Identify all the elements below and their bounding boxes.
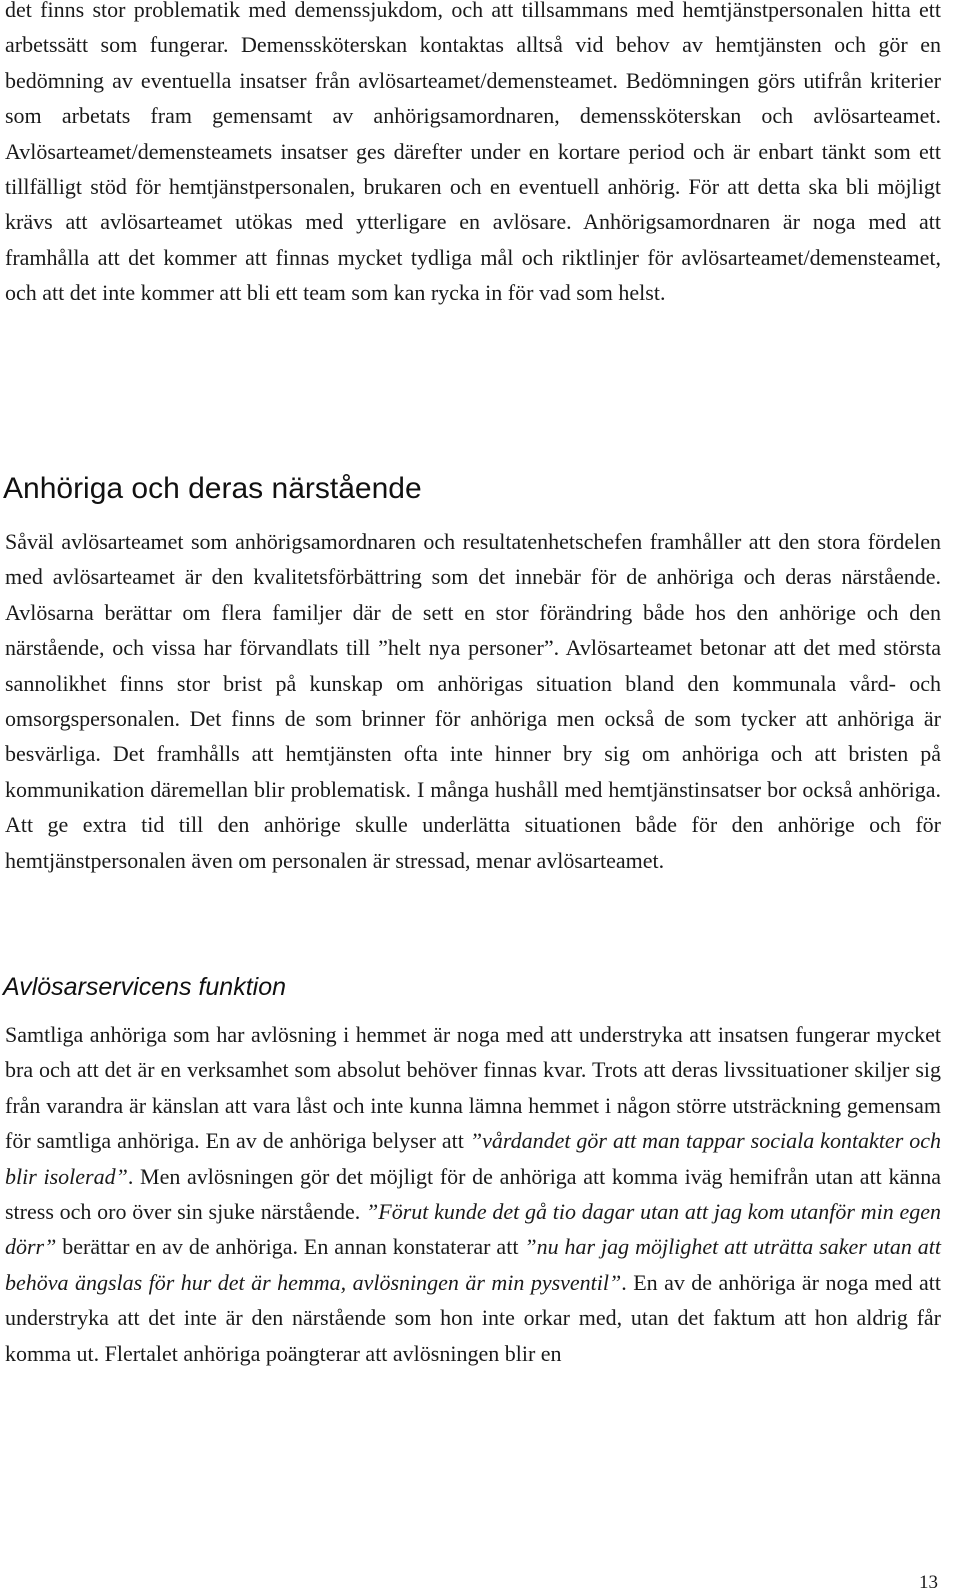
paragraph-text-segment: Samtliga anhöriga som har avlösning i hemmet är noga med att understryka att insatsen fungerar mycket bra och att det är en verksamhet som absolut behöver finnas kvar. Trots att deras livssituationer skiljer sig från varandra är känslan att vara låst och inte kunna lämna hemmet i någon större utsträckning gemensam för samtliga anhöriga. En av de anhöriga belyser att xyxy=(5,1022,941,1154)
paragraph-text: Såväl avlösarteamet som anhörigsamordnaren och resultatenhetschefen framhåller att den stora fördelen med avlösarteamet är den kvalitetsförbättring som det innebär för de anhöriga och deras närstående. Avlösarna berättar om flera familjer där de sett en stor förändring både hos den anhörige och den närstående, och vissa har förvandlats till ”helt nya personer”. Avlösarteamet betonar att det med största sannolikhet finns stor brist på kunskap om anhörigas situation bland den kommunala vård- och omsorgspersonalen. Det finns de som brinner för anhöriga men också de som tycker att anhöriga är besvärliga. Det framhålls att hemtjänsten ofta inte hinner bry sig om anhöriga och att bristen på kommunikation däremellan blir problematisk. I många hushåll med hemtjänstinsatser bor också anhöriga. Att ge extra tid till den anhörige skulle underlätta situationen både för den anhörige och för hemtjänstpersonalen även om personalen är stressad, menar avlösarteamet. xyxy=(5,529,941,873)
paragraph-text-segment: . En av de anhöriga är noga med att understryka att det inte är den närstående som hon inte orkar med, utan det faktum att hon aldrig får komma ut. Flertalet anhöriga poängterar att avlösningen blir en xyxy=(5,1269,941,1366)
body-paragraph xyxy=(5,0,941,311)
quote: ”nu har jag möjlighet att uträtta saker utan att behöva ängslas för hur det är hemma, avlösningen är min pysventil” xyxy=(5,1234,942,1295)
paragraph-text xyxy=(5,1017,941,1371)
body-paragraph xyxy=(5,524,941,878)
paragraph-text: det finns stor problematik med demenssjukdom, och att tillsammans med hemtjänstpersonalen hitta ett arbetssätt som fungerar. Demenssköterskan kontaktas alltså vid behov av hemtjänsten och gör en bedömning av eventuella insatser från avlösarteamet/demensteamet. Bedömningen görs utifrån kriterier som arbetats fram gemensamt av anhörigsamordnaren, demenssköterskan och avlösarteamet. Avlösarteamet/demensteamets insatser ges därefter under en kortare period och är enbart tänkt som ett tillfälligt stöd för hemtjänstpersonalen, brukaren och en eventuell anhörig. För att detta ska bli möjligt krävs att avlösarteamet utökas med ytterligare en avlösare. Anhörigsamordnaren är noga med att framhålla att det kommer att finnas mycket tydliga mål och riktlinjer för avlösarteamet/demensteamet, och att det inte kommer att bli ett team som kan rycka in för vad som helst. xyxy=(5,0,941,306)
subsection-heading: Avlösarservicens funktion xyxy=(3,973,287,1001)
quote: ”Förut kunde det gå tio dagar utan att jag kom utanför min egen dörr” xyxy=(5,1199,941,1260)
body-paragraph xyxy=(5,1017,941,1371)
quote: ”vårdandet gör att man tappar sociala kontakter och blir isolerad” xyxy=(5,1128,941,1189)
page-number: 13 xyxy=(919,1572,938,1593)
paragraph-text-segment: berättar en av de anhöriga. En annan konstaterar att xyxy=(56,1234,525,1260)
paragraph-text-segment: . Men avlösningen gör det möjligt för de anhöriga att komma iväg hemifrån utan att känna stress och oro över sin sjuke närstående. xyxy=(5,1163,942,1225)
section-heading: Anhöriga och deras närstående xyxy=(3,472,422,505)
